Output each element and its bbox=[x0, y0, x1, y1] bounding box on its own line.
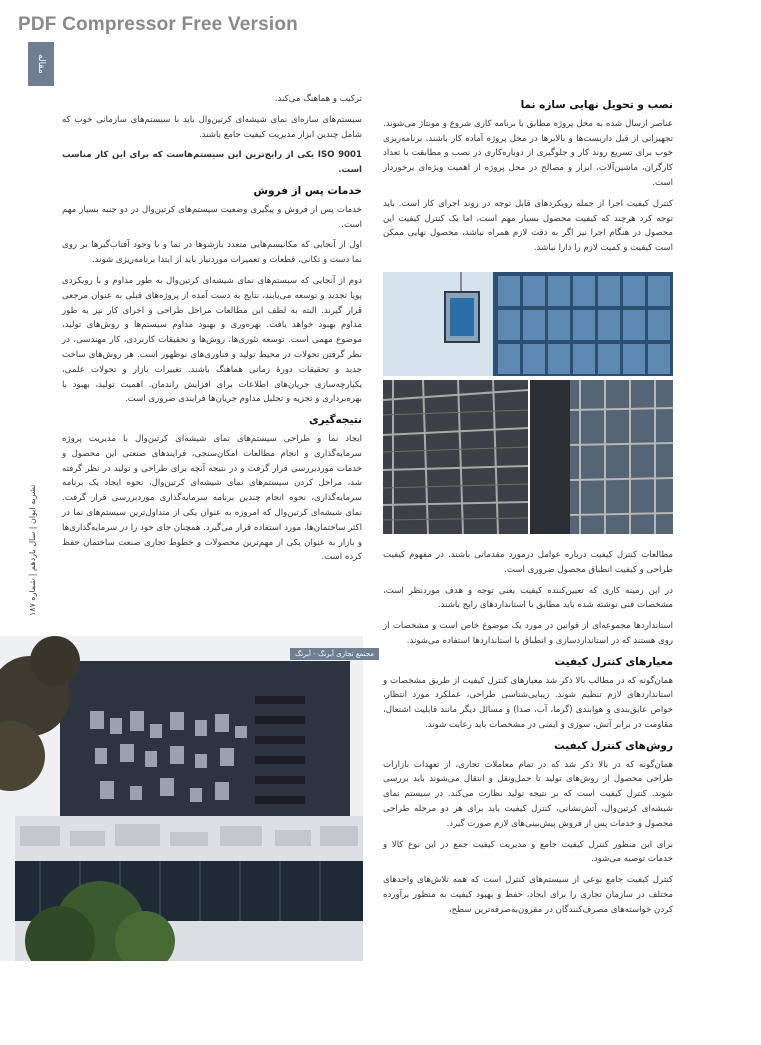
paragraph: همان‌گونه که در بالا ذکر شد که در تمام معاملات تجاری، از تعهدات بازارات طراحی محصول از روش‌های تولید تا حمل‌ونقل و انتقال می‌شوند باید بررسی شوند. کنترل کیفیت است که بر نتیجه تولید نظارت می‌کند. در سیستم نمای شیشه‌ای کرتین‌وال، آتش‌نشانی، کنترل کیفیت باید برای هر دو مرحله طراحی محصول و خدمات پس از فروش پیش‌بینی‌های لازم صورت گیرد. bbox=[383, 759, 673, 829]
photo-tower-facade bbox=[530, 380, 673, 534]
left-top-column bbox=[62, 92, 362, 571]
watermark: PDF Compressor Free Version bbox=[18, 14, 298, 35]
right-top-column bbox=[383, 92, 673, 262]
paragraph: کنترل کیفیت جامع نوعی از سیستم‌های کنترل است که همه تلاش‌های واحدهای مختلف در سازمان تجاری را برای ایجاد، حفظ و بهبود کیفیت به منظور برآورده کردن خواسته‌های مصرف‌کنندگان در مقرون‌به‌صرفه‌ترین سطح، bbox=[383, 875, 673, 915]
paragraph: سیستم‌های سازه‌ای نمای شیشه‌ای کرتین‌وال باید با سیستم‌های سازمانی خوب که شامل چندین ابزار مدیریت کیفیت جامع باشند. bbox=[62, 114, 362, 140]
photo-caption: مجتمع تجاری آبرنگ - آبرنگ bbox=[290, 648, 379, 660]
paragraph: ترکیب و هماهنگ می‌کند. bbox=[274, 94, 362, 104]
paragraph: اول از آنجایی که مکانیسم‌هایی متعدد بازشوها در نما و با وجود آفتاب‌گیرها بر روی نما دست و تکانی، قطعات و تعمیرات موردنیاز باید از ابتدا برنامه‌ریزی شوند. bbox=[62, 240, 362, 266]
section-tab: مقاله bbox=[28, 42, 54, 86]
photo-facade-lift bbox=[383, 272, 673, 376]
paragraph: در این زمینه کاری که تعیین‌کننده کیفیت یعنی توجه و هدف موردنظر است، مشخصات فنی نوشته شده باید مطابق با استانداردهای رایج باشند. bbox=[383, 585, 673, 611]
paragraph: مطالعات کنترل کیفیت درباره عوامل درمورد مقدماتی باشند. در مفهوم کیفیت طراحی و کیفیت انطباق محصول ضروری است. bbox=[383, 550, 673, 575]
paragraph: ایجاد نما و طراحی سیستم‌های نمای شیشه‌ای کرتین‌وال با مدیریت پروژه سرمایه‌گذاری و انجام مطالعات امکان‌سنجی، فرایندهای صنعتی این محصول و خدمات موردبررسی قرار گرفت و در نتیجه آنچه برای طراحی و تولید در نظر گرفته شد، مراحل کردن سیستم‌های نمای شیشه‌ای کرتین‌وال، نحوه ایجاد یک برنامه سرمایه‌گذاری، نحوه انجام چندین برنامه سرمایه‌گذاری موردبررسی قرار گرفت. نمای شیشه‌ای کرتین‌وال که امروزه به عنوان یکی از متداول‌ترین سیستم‌های نما در اکثر ساختمان‌ها، مورد استفاده قرار می‌گیرد. همچنان جای خود را در سرمایه‌گذاری‌ها و بازار به عنوان یکی از مهم‌ترین محصولات و خطوط تجاری صنعت ساختمان حفظ کرده است. bbox=[62, 433, 362, 563]
paragraph: خدمات پس از فروش و پیگیری وضعیت سیستم‌های کرتین‌وال در دو جنبه بسیار مهم است. bbox=[62, 204, 362, 230]
right-bottom-column bbox=[383, 548, 673, 924]
paragraph: کنترل کیفیت اجرا از جمله رویکردهای قابل توجه در روند اجرای کار است. باید توجه کرد هرچند که کیفیت محصول بسیار مهم است، اما یک کنترل کیفیت این محصول در هنگام اجرا نیز اگر به دقت لازم همراه نباشد، محصول نهایی ممکن است کیفیت و کمیت لازم را دارا نباشد. bbox=[383, 198, 673, 254]
paragraph: همان‌گونه که در مطالب بالا ذکر شد معیارهای کنترل کیفیت از طریق مشخصات و استانداردهای لازم تنظیم شوند. زیبایی‌شناسی طراحی، عملکرد مورد انتظار، خواص عایق‌بندی و هوابندی (گرما، آب، صدا) و مسائل دیگر مانند قابلیت اشتعال، مقاومت در برابر آتش، سوزی و ایمنی در مشخصات باید رعایت شوند. bbox=[383, 675, 673, 730]
heading-installation: نصب و تحویل نهایی سازه نما bbox=[520, 99, 673, 111]
photo-steel-frame bbox=[383, 380, 528, 534]
paragraph: عناصر ارسال شده به محل پروژه مطابق با برنامه کاری شروع و مونتاژ می‌شوند. تجهیزاتی از قبل داربست‌ها و بالابرها در محل پروژه آماده کار باشند. برنامه‌ریزی خوب برای تسریع روند کار و جلوگیری از دوباره‌کاری در نصب و مطابقت با تعداد کارگران، ماشین‌آلات، ابزار و مصالح در محل پروژه از اهمیت ویژه‌ای برخوردار است. bbox=[383, 118, 673, 188]
journal-sidebar: نشریه ایوان | سال یازدهم | شماره ۱۸۷ bbox=[28, 484, 37, 616]
heading-after-sales: خدمات پس از فروش bbox=[253, 184, 362, 197]
heading-quality-methods: روش‌های کنترل کیفیت bbox=[554, 739, 673, 752]
paragraph: استانداردها مجموعه‌ای از قوانین در مورد یک موضوع خاص است و مشخصات از روی هستند که در استانداردسازی و انطباق با استانداردها استفاده می‌شوند. bbox=[383, 621, 673, 646]
paragraph: دوم از آنجایی که سیستم‌های نمای شیشه‌ای کرتین‌وال به طور مداوم و با رویکردی پویا تجدید و توسعه می‌یابند، نتایج به دست آمده از پروژه‌های قبلی به عنوان مرجعی قرار گیرند. البته به لطف این مطالعات مراحل طراحی و اجرای کار نیز به طور مداوم بهبود خواهد یافت. بهره‌وری و بهبود مداوم سیستم‌ها و روش‌های تولید، موضوع مهمی است. توسعه تئوری‌ها، روش‌ها و تحقیقات کاربردی، کار مهندسی، در نظر گرفتن تحولات در محیط تولید و فناوری‌های نوظهور است. هر روش‌های ساخت جدید و تحقیقات دورهٔ زمانی هماهنگ باشند. تغییرات بازار و تحولات علمی، یکپارچه‌سازی جریان‌های اطلاعات برای افزایش راندمان. اهمیت تولید، بهبود با بهره‌برداری و تجزیه و تحلیل مداوم جریان‌ها فرایندی ضروری است. bbox=[62, 275, 362, 405]
paragraph: برای این منظور کنترل کیفیت جامع و مدیریت کیفیت جمع در این نوع کالا و خدمات توصیه می‌شود. bbox=[383, 839, 673, 865]
paragraph-iso: ISO 9001 یکی از رایج‌ترین این سیستم‌هاست که برای این کار مناسب است. bbox=[62, 150, 362, 176]
heading-quality-criteria: معیارهای کنترل کیفیت bbox=[554, 655, 673, 668]
photo-building bbox=[0, 636, 363, 961]
heading-conclusion: نتیجه‌گیری bbox=[309, 414, 362, 427]
